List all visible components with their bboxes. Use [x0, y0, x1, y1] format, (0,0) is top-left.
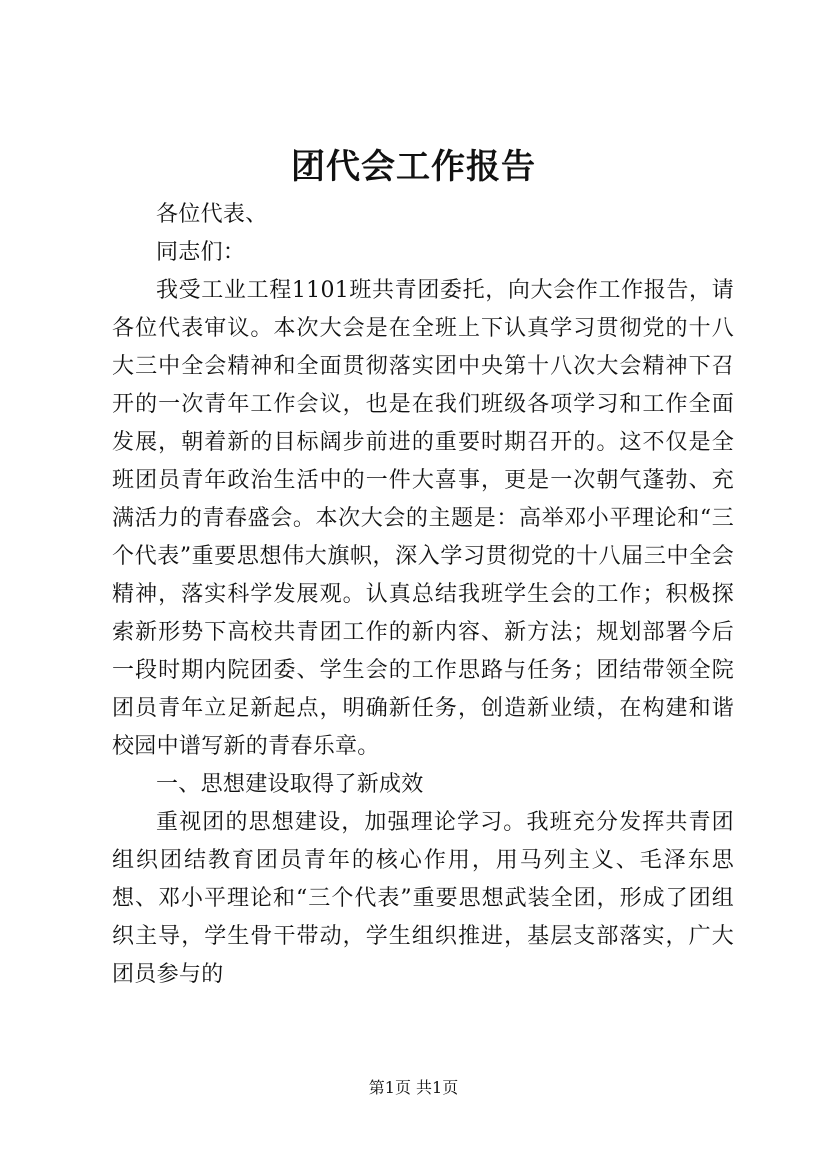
salutation-line-2: 同志们：: [156, 240, 246, 265]
section-heading: 一、思想建设取得了新成效: [156, 772, 424, 797]
page-number-footer: 第1页 共1页: [368, 1078, 459, 1097]
document-body: [112, 196, 734, 994]
body-paragraph: 重视团的思想建设，加强理论学习。我班充分发挥共青团组织团结教育团员青年的核心作用，用马列主义、毛泽东思想、邓小平理论和“三个代表”重要思想武装全团，形成了团组织主导，学生骨干带动，学生组织推进，基层支部落实，广大团员参与的: [112, 810, 734, 987]
body-paragraph: 我受工业工程1101班共青团委托，向大会作工作报告，请各位代表审议。本次大会是在全班上下认真学习贯彻党的十八大三中全会精神和全面贯彻落实团中央第十八次大会精神下召开的一次青年工作会议，也是在我们班级各项学习和工作全面发展，朝着新的目标阔步前进的重要时期召开的。这不仅是全班团员青年政治生活中的一件大喜事，更是一次朝气蓬勃、充满活力的青春盛会。本次大会的主题是：高举邓小平理论和“三个代表”重要思想伟大旗帜，深入学习贯彻党的十八届三中全会精神，落实科学发展观。认真总结我班学生会的工作；积极探索新形势下高校共青团工作的新内容、新方法；规划部署今后一段时期内院团委、学生会的工作思路与任务；团结带领全院团员青年立足新起点，明确新任务，创造新业绩，在构建和谐校园中谱写新的青春乐章。: [112, 278, 734, 759]
document-title: 团代会工作报告: [291, 147, 536, 187]
salutation-line-1: 各位代表、: [156, 202, 268, 227]
